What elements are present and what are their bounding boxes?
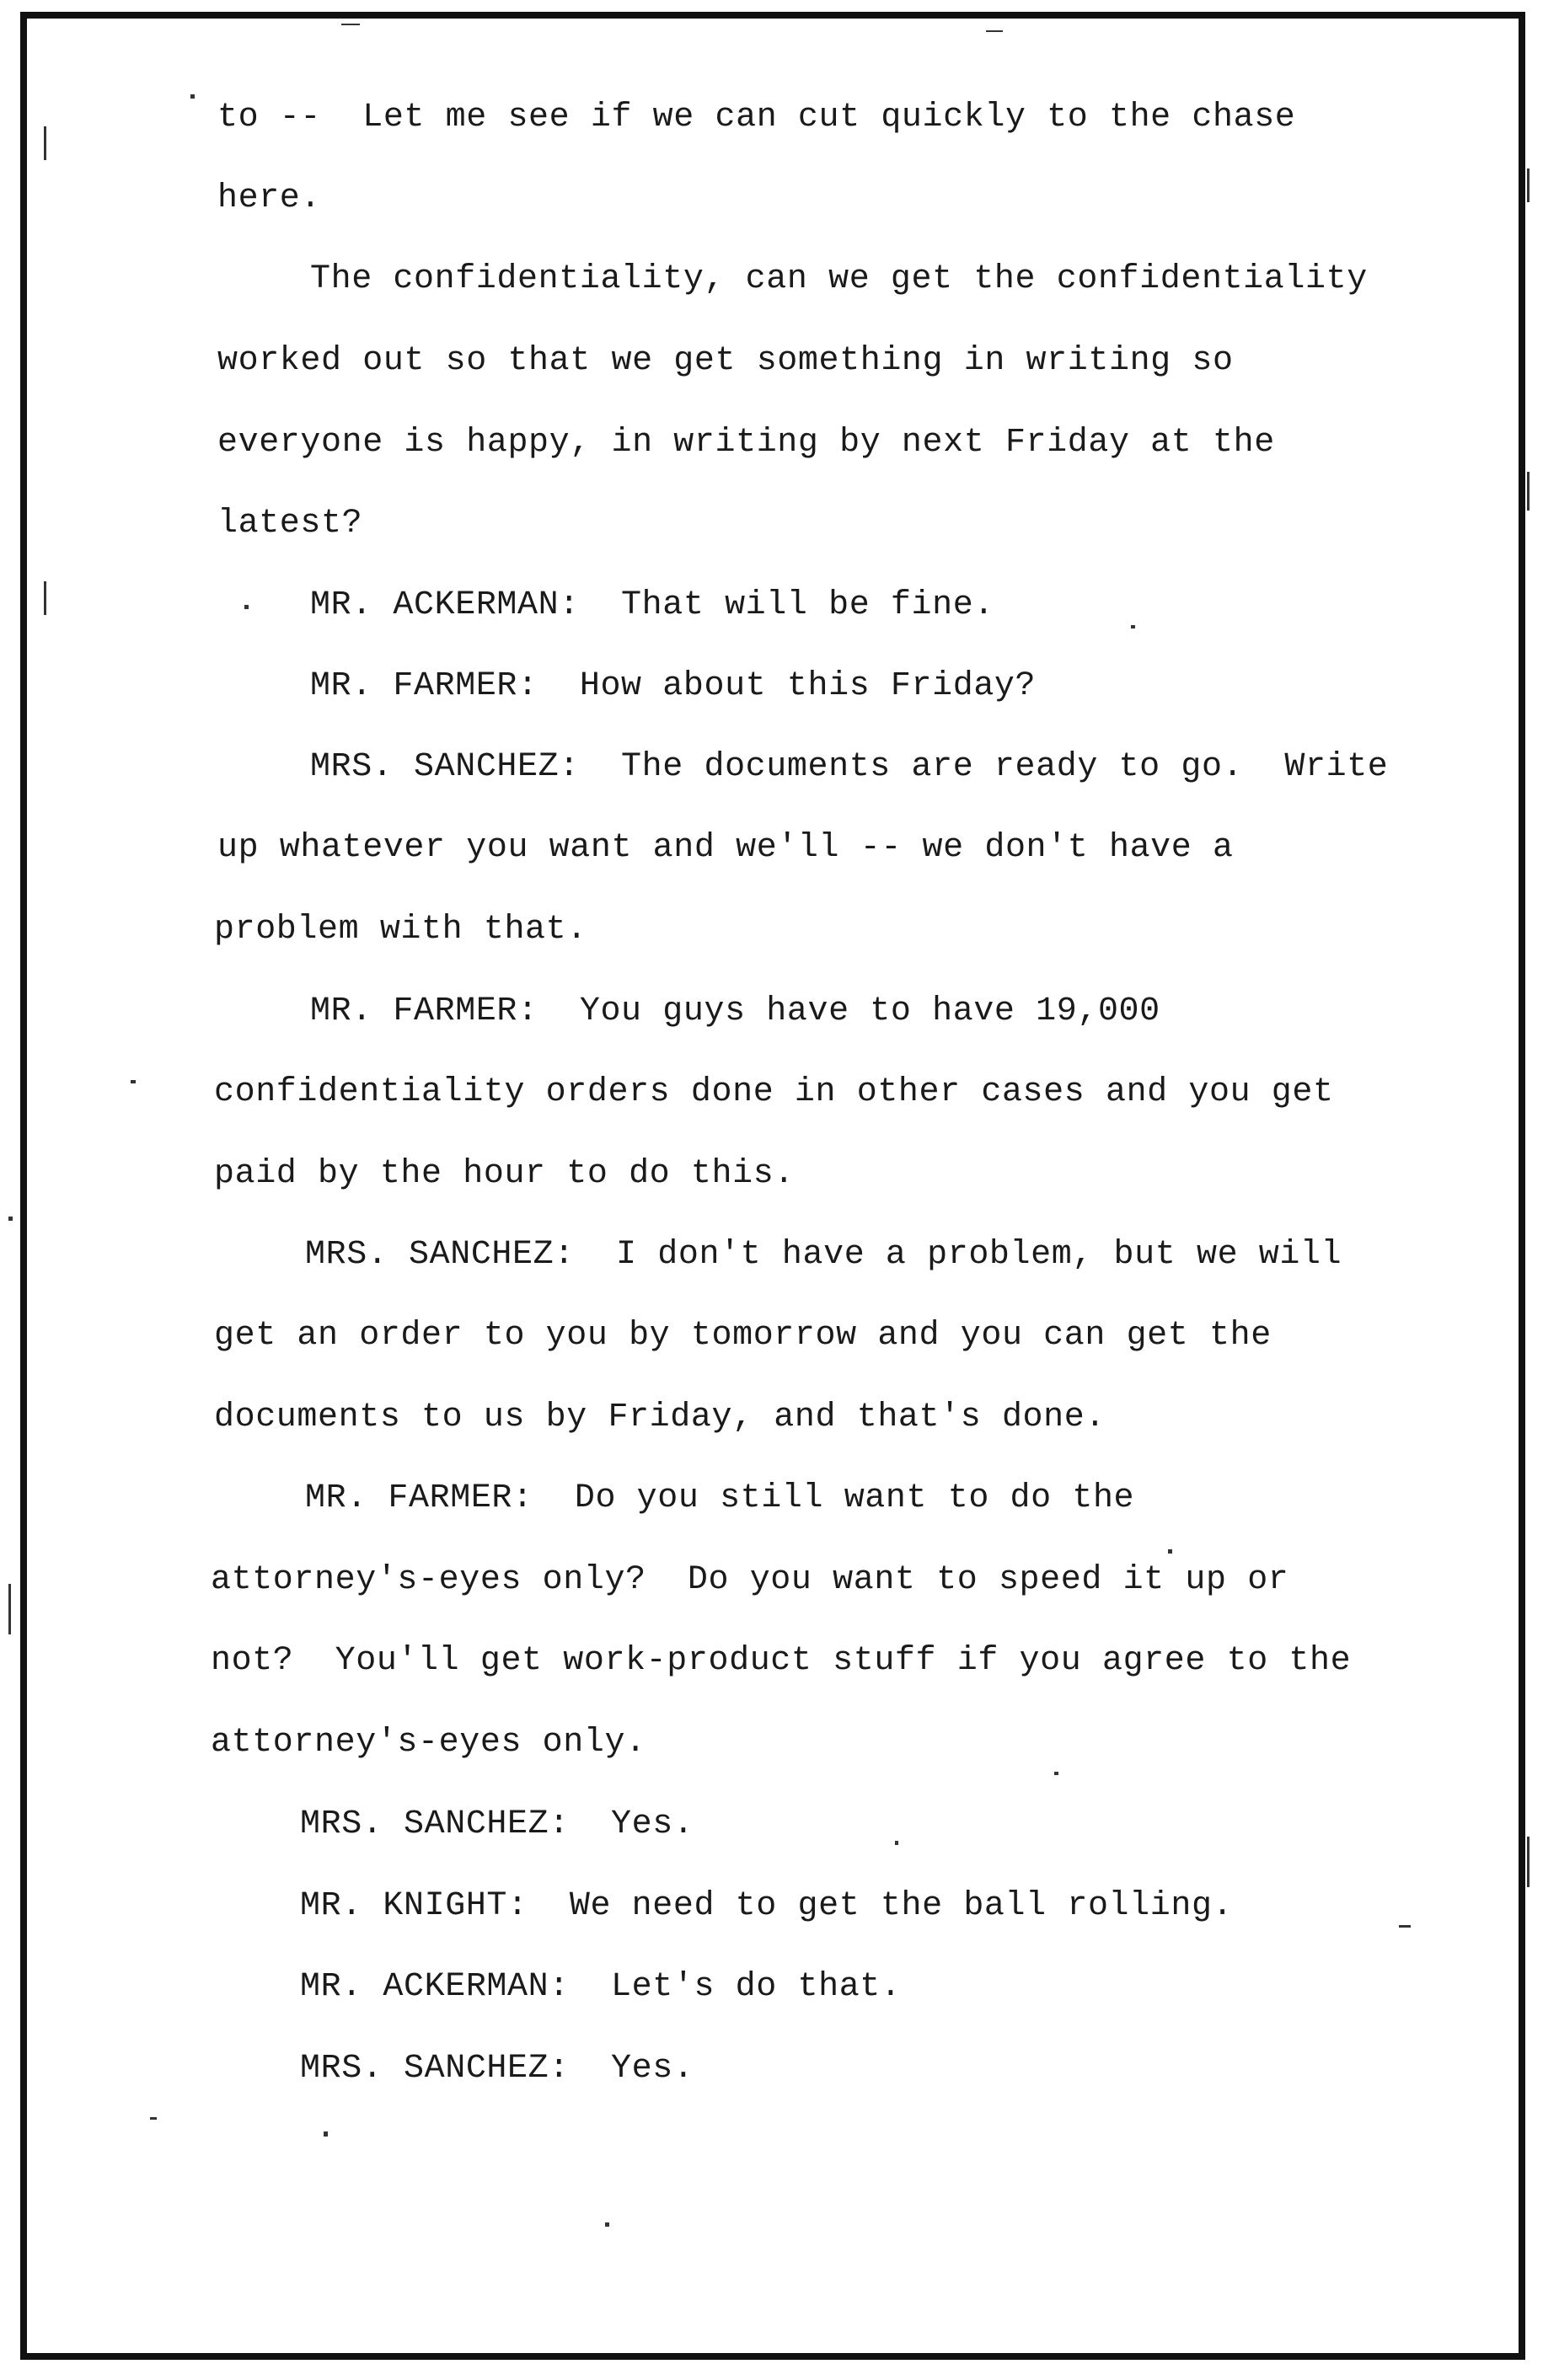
transcript-line: MRS. SANCHEZ: Yes. — [300, 1805, 694, 1843]
scan-speck — [324, 2131, 328, 2137]
scan-speck — [605, 2222, 609, 2227]
transcript-line: MRS. SANCHEZ: I don't have a problem, but we will — [305, 1236, 1342, 1274]
transcript-line: attorney's-eyes only? Do you want to speed it up or — [211, 1561, 1289, 1599]
scan-speck — [44, 126, 46, 160]
scan-speck — [1399, 1925, 1411, 1928]
transcript-line: MR. ACKERMAN: That will be fine. — [310, 586, 994, 624]
scan-speck — [8, 1584, 11, 1634]
transcript-line: MR. ACKERMAN: Let's do that. — [300, 1968, 902, 2006]
scan-speck — [131, 1080, 136, 1083]
transcript-line: everyone is happy, in writing by next Friday at the — [217, 424, 1275, 462]
scan-speck — [150, 2117, 157, 2120]
scan-speck — [244, 605, 249, 609]
transcript-line: MR. FARMER: Do you still want to do the — [305, 1479, 1135, 1517]
transcript-line: to -- Let me see if we can cut quickly to the chase — [217, 99, 1296, 136]
scan-speck — [190, 94, 195, 99]
transcript-line: documents to us by Friday, and that's done. — [214, 1399, 1106, 1436]
transcript-line: up whatever you want and we'll -- we don't have a — [217, 829, 1234, 867]
scan-speck — [8, 1217, 13, 1221]
scan-speck — [1168, 1549, 1172, 1554]
scan-speck — [1054, 1772, 1058, 1775]
transcript-line: MR. FARMER: You guys have to have 19,000 — [310, 992, 1160, 1030]
transcript-line: MR. KNIGHT: We need to get the ball rolling. — [300, 1887, 1234, 1925]
transcript-line: worked out so that we get something in writing so — [217, 342, 1234, 380]
scan-speck — [1527, 168, 1530, 202]
transcript-line: The confidentiality, can we get the confidentiality — [310, 260, 1368, 298]
transcript-line: confidentiality orders done in other cases and you get — [214, 1073, 1334, 1111]
scan-speck — [341, 24, 360, 25]
scan-speck — [1527, 1837, 1530, 1887]
transcript-line: latest? — [217, 505, 363, 543]
transcript-line: not? You'll get work-product stuff if you agree to the — [211, 1642, 1352, 1680]
transcript-line: attorney's-eyes only. — [211, 1724, 646, 1762]
transcript-line: here. — [217, 179, 322, 217]
transcript-line: get an order to you by tomorrow and you can get the — [214, 1317, 1272, 1355]
scan-speck — [44, 581, 46, 615]
transcript-line: MRS. SANCHEZ: Yes. — [300, 2050, 694, 2088]
transcript-line: MR. FARMER: How about this Friday? — [310, 667, 1037, 705]
transcript-line: paid by the hour to do this. — [214, 1155, 795, 1193]
scan-speck — [986, 30, 1003, 32]
transcript-line: MRS. SANCHEZ: The documents are ready to go. Write — [310, 748, 1389, 786]
scan-speck — [1527, 472, 1530, 511]
transcript-line: problem with that. — [214, 911, 587, 949]
scan-speck — [895, 1841, 898, 1845]
scan-speck — [1131, 625, 1135, 628]
